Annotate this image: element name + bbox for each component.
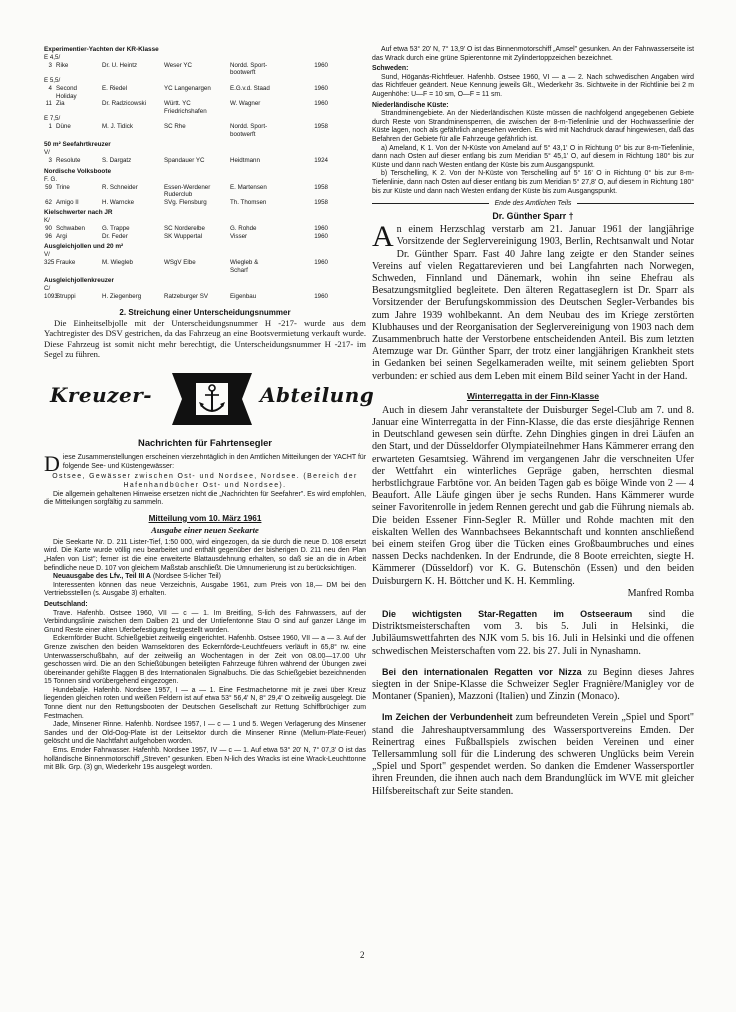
- registry-row: [44, 233, 366, 241]
- registry-cell-owner: H. Warncke: [102, 198, 135, 206]
- registry-cell-num: 4: [48, 84, 52, 92]
- amsel-notice: Auf etwa 53° 20' N, 7° 13,9' O ist das Binnenmotorschiff „Amsel" gesunken. An der Fahrwasserseite ist das Wrack durch eine grüne Spierentonne mit Zylindertoppzeichen bezeichnet.: [372, 46, 694, 62]
- registry-row: [44, 225, 366, 233]
- registry-cell-owner: R. Schneider: [102, 183, 138, 191]
- intro-text: iese Zusammenstellungen erscheinen vierzehntäglich in den Amtlichen Mitteilungen der YACHT für folgende See- und Küstengewässer:: [62, 454, 366, 470]
- registry-group-header: Ausgleichjollenkreuzer: [44, 277, 114, 285]
- star-regatten-paragraph: [372, 608, 694, 658]
- registry-row: [44, 184, 366, 199]
- end-official-label: Ende des Amtlichen Teils: [494, 200, 572, 208]
- registry-cell-owner: M. Wiegleb: [102, 259, 133, 267]
- registry-cell-owner: Dr. Feder: [102, 232, 128, 240]
- yacht-registry-list: [44, 46, 366, 301]
- registry-group-class: V/: [44, 251, 50, 259]
- registry-cell-club: SC Rhe: [164, 123, 186, 131]
- verbundenheit-text: zum befreundeten Verein „Spiel und Sport" stand die Jahreshauptversammlung des Wassersportvereins Emden. Der Reinertrag eines Fußballspiels zwischen beiden Vereinen und einer Tellersammlung soll für die Linderung des schweren Unglücks beim Verein „Spiel und Sport" gespendet werden. So danken die Emdener Wassersportler ihren Freunden, die ihnen auch nach dem Brandunglück im WVE mit gleicher Hilfsbereitschaft zur Seite standen.: [372, 712, 695, 797]
- registry-cell-owner: Dr. Radzicowski: [102, 100, 147, 108]
- registry-cell-club: WSgV Elbe: [164, 259, 196, 267]
- registry-cell-year: 1958: [314, 198, 328, 206]
- streichung-text: Die Einheitselbjolle mit der Unterscheidungsnummer H -217- wurde aus dem Yachtregister des DSV gestrichen, da das Fahrzeug an eine Bootsvermietung verkauft wurde. Diese Fahrzeug ist somit nicht mehr berechtigt, die Unterscheidungsnummer H -217- im Segel zu führen.: [44, 317, 366, 359]
- niederlande-label: Niederländische Küste:: [372, 101, 449, 109]
- registry-cell-year: 1924: [314, 157, 328, 165]
- registry-cell-num: 1093: [44, 293, 58, 301]
- registry-cell-name: Argi: [56, 232, 68, 240]
- mitteilung-heading: Mitteilung vom 10. März 1961: [148, 513, 262, 523]
- registry-cell-club: Essen-Werdener Ruderclub: [164, 183, 211, 199]
- registry-cell-name: Schwaben: [56, 225, 85, 233]
- nizza-lead: Bei den internationalen Regatten vor Nizza: [382, 666, 582, 677]
- registry-row: [44, 259, 366, 274]
- obituary-text: n einem Herzschlag verstarb am 21. Januar 1961 der langjährige Vorsitzende der Seglervereinigung 1903, Berlin, Rechtsanwalt und Notar Dr. Günther Sparr. Fast 40 Jahre lang zeigte er den Stander seines Vereins auf vielen Regattarevieren und bei Langfahrten nach Norwegen, Schweden, Finnland und Dänemark, wohin ihn seine Ehefrau als Besatzungsmitglied begleitete. Den älteren Regattaseglern ist Dr. Sparr als Vorsitzender der Berufungskommission des Deutschen Segler-Verbandes bis zum Jahre 1939 wohlbekannt. An dem Neubau des im Kriege zerstörten Klubhauses und der Reorganisation der Seglervereinigung von 1903 nach dem Zusammenbruch hatte der Verstorbene entscheidenden Anteil. Bis zum letzten Atemzuge war Dr. Günther Sparr, der trotz einer langjährigen Krankheit stets in Gedanken bei seinen Segelkameraden weilte, mit seinem geliebten Sport verbunden: er schied aus dem Leben mit einem Bild seiner Yacht in der Hand.: [372, 224, 694, 382]
- lfv-heading-tail: (Nordsee S-licher Teil): [152, 573, 221, 581]
- page-number: 2: [360, 950, 365, 960]
- sund-notice: Sund, Höganäs-Richtfeuer. Hafenhb. Ostsee 1960, VI — a — 2. Nach schwedischen Angaben wird das Richtfeuer geändert. Neue Kennung jeweils Glt., Wiederkehr 3s. Sichtweite in der Richtlinie bei 2 m Augenhöhe: U—F = 10 sm, O—F = 11 sm.: [372, 73, 694, 98]
- strandminen-notice: Strandminengebiete. An der Niederländischen Küste müssen die nachfolgend angegebenen Gebiete durch Reste von Strandminensperren, die zwischen der 8-m-Tiefenlinie und der Hochwasserlinie der Küste lagen, noch als gefährlich angesehen werden. Es wird mit Nachdruck darauf hingewiesen, daß das Befahren der Gebiete für alle Fahrzeuge gefährlich ist.: [372, 110, 694, 143]
- registry-cell-owner: E. Riedel: [102, 84, 128, 92]
- registry-group-class: K/: [44, 217, 50, 225]
- registry-cell-year: 1958: [314, 123, 328, 131]
- registry-group-header: 50 m² Seefahrtkreuzer: [44, 141, 111, 149]
- registry-row: [44, 157, 366, 165]
- registry-cell-year: 1960: [314, 84, 328, 92]
- obituary-heading: Dr. Günther Sparr †: [492, 211, 574, 222]
- divider-left: [372, 203, 489, 204]
- registry-row: [44, 100, 366, 115]
- registry-group-class: E 7,5/: [44, 115, 61, 123]
- right-column: [372, 46, 694, 798]
- registry-cell-club: Spandauer YC: [164, 157, 205, 165]
- kreuzer-abteilung-banner: [44, 367, 375, 431]
- registry-cell-year: 1958: [314, 183, 328, 191]
- registry-cell-builder: E. Martensen: [230, 183, 267, 191]
- registry-cell-name: Amigo II: [56, 198, 79, 206]
- registry-cell-owner: M. J. Tidick: [102, 123, 133, 131]
- registry-group-class: E 5,5/: [44, 77, 61, 84]
- registry-group-class: V/: [44, 149, 50, 157]
- registry-cell-club: Ratzeburger SV: [164, 293, 209, 301]
- registry-cell-club: SK Wuppertal: [164, 232, 203, 240]
- banner-left-word: Kreuzer-: [50, 383, 153, 408]
- registry-cell-club: Weser YC: [164, 61, 192, 69]
- registry-cell-num: 3: [48, 157, 52, 165]
- registry-group-header: Kielschwerter nach JR: [44, 209, 113, 217]
- registry-cell-name: Frauke: [56, 259, 76, 267]
- registry-cell-builder: E.G.v.d. Staad: [230, 84, 270, 92]
- obituary-body: [372, 220, 694, 383]
- ameland-notice: a) Ameland, K 1. Von der N-Küste von Ameland auf 5° 43,1' O in Richtung 0° bis zur 8-m-Tiefenlinie, dann nach Osten auf dieser entlang bis zum Meridian 5° 45,1' O, auf diesem in Richtung 180° bis zur Küste und dann nach Westen entlang der Küste bis zum Ausgangspunkt.: [372, 144, 694, 169]
- seekarte-subheading: Ausgabe einer neuen Seekarte: [151, 524, 259, 535]
- registry-cell-club: SVg. Flensburg: [164, 198, 207, 206]
- nachrichten-heading: Nachrichten für Fahrtensegler: [138, 437, 272, 449]
- winterregatta-author: Manfred Romba: [627, 587, 694, 599]
- registry-group-header: Ausgleichjollen und 20 m²: [44, 243, 124, 251]
- registry-cell-owner: H. Ziegenberg: [102, 293, 142, 301]
- streichung-heading: 2. Streichung einer Unterscheidungsnummer: [119, 307, 291, 317]
- winterregatta-text: Auch in diesem Jahr veranstaltete der Duisburger Segel-Club am 7. und 8. Januar eine Winterregatta in der Finn-Klasse, die das erste diesjährige Rennen in Deutschland gewesen sein dürfte. Zehn Dinghies gingen in drei Läufen an den Start, und der Düsseldorfer Olympiateilnehmer Hans Kämmerer errang den erwarteten Gesamtsieg. Während im vergangenen Jahr die verschneiten Ufer der Wettfahrt ein winterliches Gepräge gaben, herrschten diesmal herbstlichgraue Farbtöne vor. An beiden Tagen gab es böige Winde von 2 — 4 Beaufort. Alle Läufe gingen über je sechs Runden. Hans Kämmerer wurde seiner Favoritenrolle in jedem Rennen gerecht und gab die Führung niemals ab. Die beiden Essener Finn-Segler R. Müller und Rohde machten mit den eiskalten Wellen des Wannbachsees Bekanntschaft und konnten anschließend bei einem steifen Grog über die Tücken eines Großbaumbruches und eines nassen Decks nachdenken. In der Endrunde, die 8 Boote erreichten, siegte H. Kämmerer (Düsseldorf) vor K. G. Butenschön (Essen) und den beiden Duisburgern K. H. Böttcher und K. H. Kemmling.: [372, 404, 694, 587]
- anchor-flag-icon: [170, 369, 254, 429]
- registry-cell-owner: S. Dargatz: [102, 157, 132, 165]
- registry-cell-club: YC Langenargen: [164, 84, 211, 92]
- registry-cell-num: 59: [45, 183, 52, 191]
- registry-row: [44, 85, 366, 100]
- verbundenheit-paragraph: [372, 711, 694, 797]
- registry-row: [44, 199, 366, 207]
- registry-cell-name: Resolute: [56, 157, 81, 165]
- lfv-text: Interessenten können das neue Verzeichnis, Ausgabe 1961, zum Preis von 18,— DM bei den Vertriebsstellen (s. Ausgabe 3) erhalten.: [44, 581, 366, 598]
- registry-cell-builder: Nordd. Sport- bootwerft: [230, 61, 268, 77]
- verbundenheit-lead: Im Zeichen der Verbundenheit: [382, 712, 513, 723]
- hundebalje-notice: Hundebalje. Hafenhb. Nordsee 1957, I — a — 1. Eine Festmachetonne mit je zwei über Kreuz liegenden gleichen roten und weißen Feldern ist auf etwa 53° 56,4' N, 8° 29,4' O zeitweilig ausgelegt. Die Tonne dient nur den Rettungsbooten der Deutschen Gesellschaft zur Rettung Schiffbrüchiger zum Festmachen.: [44, 686, 366, 720]
- registry-cell-name: Rike: [56, 61, 69, 69]
- registry-cell-builder: Nordd. Sport- bootwerft: [230, 123, 268, 138]
- registry-cell-builder: W. Wagner: [230, 100, 261, 108]
- lfv-heading-bold: Neuausgabe des Lfv., Teil III A: [53, 573, 151, 581]
- registry-cell-name: Second Holiday: [56, 84, 77, 100]
- nizza-paragraph: [372, 666, 694, 704]
- registry-group-header: Experimentier-Yachten der KR-Klasse: [44, 46, 159, 53]
- registry-cell-year: 1960: [314, 259, 328, 267]
- registry-cell-year: 1960: [314, 225, 328, 233]
- ems-notice: Ems. Emder Fahrwasser. Hafenhb. Nordsee 1957, IV — c — 1. Auf etwa 53° 20' N, 7° 07,3' O ist das holländische Binnenmotorschiff „Streven" gesunken. Eben N-lich des Wracks ist eine Wrack-Leuchttonne mit Blk. Grp. (3) gn, Wiederkehr 19s ausgelegt worden.: [44, 747, 366, 772]
- registry-group-class: F. G.: [44, 175, 58, 183]
- registry-cell-builder: G. Rohde: [230, 225, 257, 233]
- banner-right-word: Abteilung: [260, 383, 375, 408]
- registry-cell-builder: Heidtmann: [230, 157, 260, 165]
- registry-cell-year: 1960: [314, 61, 328, 69]
- left-column: [44, 46, 375, 773]
- registry-group-class: C/: [44, 285, 51, 293]
- registry-cell-num: 96: [45, 232, 52, 240]
- registry-cell-name: Zia: [56, 100, 65, 108]
- terschelling-notice: b) Terschelling, K 2. Von der N-Küste von Terschelling auf 5° 16' O in Richtung 0° bis zur 8-m-Tiefenlinie, dann nach Osten auf dieser entlang bis zum Meridian 5° 27,8' O, auf diesem in Richtung 180° bis zur Küste und dann nach Westen entlang der Küste bis zum Ausgangspunkt.: [372, 170, 694, 195]
- registry-cell-club: Württ. YC Friedrichshafen: [164, 100, 207, 115]
- trave-notice: Trave. Hafenhb. Ostsee 1960, VII — c — 1. Im Breitling, S-lich des Fahrwassers, auf der Verbindungslinie zwischen dem Dalben 21 und der Untiefentonne Stau O sind auf ganzer Länge im Grund Reste einer alten Uferbefestigung festgestellt worden.: [44, 609, 366, 634]
- registry-row: [44, 123, 366, 138]
- registry-cell-builder: Th. Thomsen: [230, 198, 267, 206]
- registry-cell-num: 3: [48, 61, 52, 69]
- registry-cell-owner: G. Trappe: [102, 225, 130, 233]
- deutschland-label: Deutschland:: [44, 600, 88, 608]
- registry-row: [44, 62, 366, 77]
- registry-group-class: E 4,5/: [44, 53, 61, 61]
- registry-cell-num: 11: [45, 100, 52, 108]
- registry-cell-name: Düne: [56, 123, 71, 131]
- star-lead: Die wichtigsten Star-Regatten im Ostseeraum: [382, 608, 633, 619]
- registry-cell-name: Struppi: [56, 293, 76, 301]
- registry-cell-num: 90: [45, 225, 52, 233]
- end-official-part: [372, 200, 694, 207]
- registry-cell-club: SC Norderelbe: [164, 225, 205, 233]
- schweden-label: Schweden:: [372, 65, 409, 73]
- nachrichten-intro: [44, 451, 366, 477]
- winterregatta-heading: Winterregatta in der Finn-Klasse: [466, 390, 600, 401]
- registry-cell-num: 325: [44, 259, 55, 267]
- divider-right: [577, 203, 694, 204]
- registry-cell-num: 62: [45, 198, 52, 206]
- star-text: sind die Distriktsmeisterschaften vom 3. bis 5. Juli in Helsinki, die Jubiläumswettfahrten des NJK vom 5. bis 16. Juli in Helsinki und die offenen schwedischen Meisterschaften vom 22. bis 27. Juli in Nynashamn.: [372, 608, 694, 657]
- registry-cell-builder: Eigenbau: [230, 293, 257, 301]
- intro-drop-cap: D: [44, 451, 60, 477]
- registry-cell-name: Trine: [56, 183, 70, 191]
- hinweis-text: Die allgemein gehaltenen Hinweise ersetzen nicht die „Nachrichten für Seefahrer". Es wird empfohlen, die Mitteilungen sorgfältig zu sammeln.: [44, 490, 366, 507]
- registry-cell-owner: Dr. U. Heintz: [102, 61, 138, 69]
- jade-notice: Jade, Minsener Rinne. Hafenhb. Nordsee 1957, I — c — 1 und 5. Wegen Verlagerung des Minsener Sandes und der Old-Oog-Plate ist der Leitsektor durch die Minsener Rinne (Mellum-Plate-Feuer) gelöscht und die Nachtfahrt aufgehoben worden.: [44, 721, 366, 746]
- eckernfoerde-notice: Eckernförder Bucht. Schießgebiet zeitweilig eingerichtet. Hafenhb. Ostsee 1960, VII — a — 3. Auf der Grenze zwischen den beiden Warnsektoren des Eckernförde-Leuchtfeuers verläuft in 65,8° rw. eine Unterwasserschußbahn, auf der zeitweilig an Wochentagen in der Zeit von 08.00—17.00 Uhr geschossen wird. Die an den Schießübungen beteiligten Fahrzeuge führen während der Übungen zwei übereinander gehißte Flaggen B des Internationalen Signalbuchs. Die das Schießgebiet bezeichnenden 15 Tonnen sind vorübergehend eingezogen.: [44, 635, 366, 686]
- waters-list: Ostsee, Gewässer zwischen Ost- und Nordsee, Nordsee. (Bereich der Hafenhandbücher Ost- und Nordsee).: [52, 473, 358, 489]
- nizza-text: zu Beginn dieses Jahres siegten in der Snipe-Klasse die Schweizer Segler Fragnière/Manigley vor de Montaner (Spanien), Mazzoni (Italien) und Zinzin (Monaco).: [372, 666, 694, 703]
- lfv-heading: [44, 573, 366, 582]
- registry-cell-builder: Wiegleb & Scharf: [230, 259, 259, 274]
- registry-cell-year: 1960: [314, 100, 328, 108]
- registry-group-header: Nordische Volksboote: [44, 167, 111, 175]
- registry-cell-year: 1960: [314, 293, 328, 301]
- registry-cell-year: 1960: [314, 232, 328, 240]
- registry-cell-num: 1: [48, 123, 52, 131]
- registry-row: [44, 293, 366, 301]
- registry-cell-builder: Visser: [230, 232, 248, 240]
- seekarte-text: Die Seekarte Nr. D. 211 Lister-Tief, 1:50 000, wird eingezogen, da sie durch die neue D. 108 ersetzt wird. Die Karte wurde völlig neu bearbeitet und enthält gegenüber der bisherigen D. 211 neu den Plan „Hafen von List"; ferner ist die eine erweiterte Blattausdehnung erhalten, so daß sie an die in Arbeit befindliche neue D. 107 von gleichem Maßstab anschließt. Die Umnumerierung ist zu berücksichtigen.: [44, 538, 366, 572]
- obituary-drop-cap: A: [372, 220, 394, 254]
